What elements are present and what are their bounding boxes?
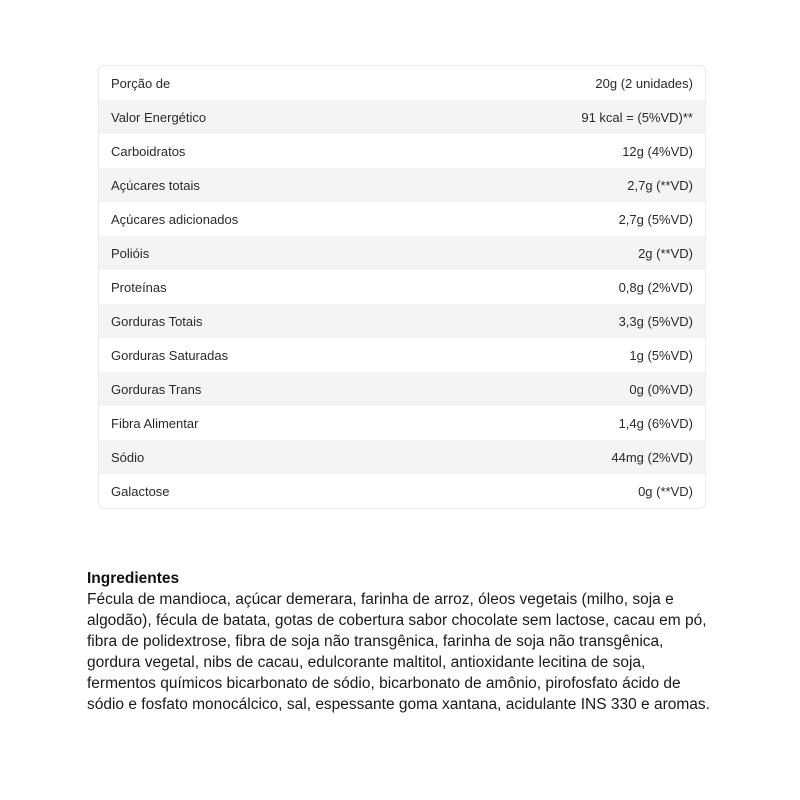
row-value: 1,4g (6%VD) xyxy=(618,415,693,431)
nutrition-row-carbohydrates xyxy=(99,134,705,168)
nutrition-row-saturated-fat xyxy=(99,338,705,372)
nutrition-row-polyols xyxy=(99,236,705,270)
nutrition-row-added-sugars xyxy=(99,202,705,236)
row-value: 2,7g (5%VD) xyxy=(618,211,693,227)
row-label: Carboidratos xyxy=(111,143,186,159)
row-value: 0,8g (2%VD) xyxy=(618,279,693,295)
row-value: 0g (**VD) xyxy=(638,483,693,499)
row-value: 12g (4%VD) xyxy=(622,143,693,159)
row-label: Gorduras Totais xyxy=(111,313,203,329)
row-label: Proteínas xyxy=(111,279,167,295)
nutrition-row-trans-fat xyxy=(99,372,705,406)
row-value: 1g (5%VD) xyxy=(629,347,693,363)
row-label: Porção de xyxy=(111,75,171,91)
nutrition-row-serving-size xyxy=(99,66,705,100)
row-label: Gorduras Saturadas xyxy=(111,347,229,363)
nutrition-row-total-sugars xyxy=(99,168,705,202)
row-label: Valor Energético xyxy=(111,109,207,125)
row-value: 3,3g (5%VD) xyxy=(618,313,693,329)
ingredients-section xyxy=(87,569,717,715)
row-label: Sódio xyxy=(111,449,145,465)
row-value: 0g (0%VD) xyxy=(629,381,693,397)
nutrition-row-total-fat xyxy=(99,304,705,338)
row-label: Polióis xyxy=(111,245,150,261)
row-label: Galactose xyxy=(111,483,170,499)
ingredients-list: Fécula de mandioca, açúcar demerara, farinha de arroz, óleos vegetais (milho, soja e algodão), fécula de batata, gotas de cobertura sabor chocolate sem lactose, cacau em pó, fibra de polidextrose, fibra de soja não transgênica, farinha de soja não transgênica, gordura vegetal, nibs de cacau, edulcorante maltitol, antioxidante lecitina de soja, fermentos químicos bicarbonato de sódio, bicarbonato de amônio, pirofosfato ácido de sódio e fosfato monocálcico, sal, espessante goma xantana, acidulante INS 330 e aromas. xyxy=(87,591,710,713)
nutrition-row-galactose xyxy=(99,474,705,508)
row-label: Açúcares adicionados xyxy=(111,211,239,227)
nutrition-row-proteins xyxy=(99,270,705,304)
nutrition-facts-table xyxy=(98,65,706,509)
nutrition-row-energy xyxy=(99,100,705,134)
row-label: Açúcares totais xyxy=(111,177,200,193)
row-label: Fibra Alimentar xyxy=(111,415,199,431)
row-value: 20g (2 unidades) xyxy=(595,75,693,91)
ingredients-heading: Ingredientes xyxy=(87,570,180,587)
row-value: 2,7g (**VD) xyxy=(627,177,693,193)
row-label: Gorduras Trans xyxy=(111,381,202,397)
row-value: 91 kcal = (5%VD)** xyxy=(581,109,693,125)
nutrition-row-sodium xyxy=(99,440,705,474)
row-value: 44mg (2%VD) xyxy=(611,449,693,465)
row-value: 2g (**VD) xyxy=(638,245,693,261)
nutrition-row-dietary-fiber xyxy=(99,406,705,440)
